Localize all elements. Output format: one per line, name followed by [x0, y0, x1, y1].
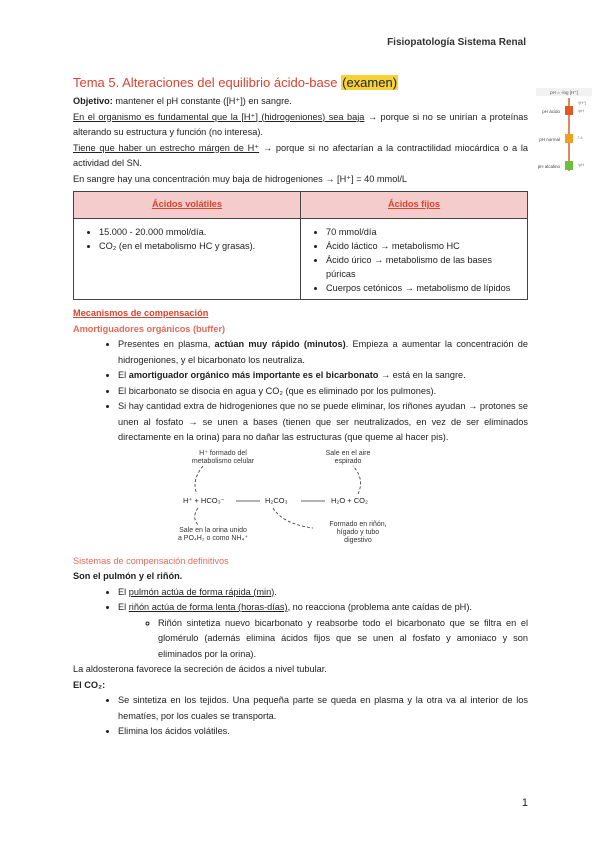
- subheading-buffers: Amortiguadores orgánicos (buffer): [73, 323, 226, 334]
- ph-normal-box: [565, 134, 573, 143]
- ph-normal-label: pH normal: [539, 137, 560, 142]
- arrow-bottom-right: [273, 508, 313, 528]
- ph-acid-label: pH ácido: [542, 109, 560, 114]
- fixed-item: • Ácido úrico → metabolismo de las bases púricas: [326, 253, 519, 281]
- list-item: • Presentes en plasma, actúan muy rápido (minutos). Empieza a aumentar la concentración de hidrogeniones, y el bicarbonato los neutraliza.: [118, 337, 528, 368]
- header-volatile-acids: Ácidos volátiles: [74, 192, 301, 219]
- list-item: • Si hay cantidad extra de hidrogeniones que no se puede eliminar, los riñones ayudan → protones se unen al fosfato → se unen a bases (tienen que ser neutralizados, en vez de ser eliminados directamente en la orina) para no dañar las estructuras (que queme al hacer pis).: [118, 399, 528, 446]
- list-item: • El riñón actúa de forma lenta (horas-días), no reacciona (problema ante caídas de pH). ◦ Riñón sintetiza nuevo bicarbonato y reabsorbe todo el bicarbonato que se filtra en el glomérulo (además elimina ácidos fijos que se unen al fosfato y amoniaco y son eliminados por la orina).: [118, 600, 528, 662]
- diagram-chain-2: H₂CO₃: [265, 495, 288, 505]
- sub-list: [118, 616, 528, 663]
- subheading-definitive: Sistemas de compensación definitivos: [73, 555, 229, 566]
- acid-types-table: [73, 191, 528, 300]
- document-body: [73, 74, 528, 740]
- list-item: • El pulmón actúa de forma rápida (min).: [118, 585, 528, 601]
- diagram-bottom-left-2: a PO₄H₂ o como NH₄⁺: [177, 534, 249, 542]
- ph-acid-box: [565, 106, 573, 115]
- volatile-acids-cell: [74, 219, 301, 300]
- page-title: [73, 74, 528, 92]
- objective-text: mantener el pH constante ([H⁺]) en sangre.: [112, 96, 292, 106]
- definitive-list: [73, 585, 528, 663]
- diagram-top-right-1: Sale en el aire: [325, 449, 371, 457]
- page-number: 1: [521, 797, 528, 809]
- page-header: Fisiopatología Sistema Renal: [387, 37, 526, 48]
- co2-heading: El CO₂:: [73, 679, 106, 690]
- list-item: • Se sintetiza en los tejidos. Una pequeña parte se queda en plasma y la otra va al interior de los hematíes, por los cuales se transporta.: [118, 693, 528, 724]
- volatile-item: • CO₂ (en el metabolismo HC y grasas).: [99, 239, 292, 253]
- exam-tag: (examen): [342, 75, 398, 90]
- diagram-top-left-1: H⁺ formado del: [199, 449, 247, 457]
- bicarbonate-diagram: [73, 446, 528, 546]
- objective-label: Objetivo:: [73, 96, 113, 106]
- ph-scale-figure: [530, 86, 598, 181]
- diagram-bottom-left-1: Sale en la orina unido: [179, 526, 247, 534]
- buffer-list: [73, 337, 528, 446]
- arrow-top-left: [195, 466, 203, 494]
- intro-line-3-underlined: Tiene que haber un estrecho márgen de H⁺: [73, 142, 260, 153]
- fixed-item: • Ácido láctico → metabolismo HC: [326, 239, 519, 253]
- intro-line-2-rest: → porque si no se unirían a proteínas alterando su estructura y función (no interesa).: [73, 111, 528, 137]
- fixed-item: • Cuerpos cetónicos → metabolismo de lípidos: [326, 281, 519, 295]
- diagram-bottom-right-3: digestivo: [344, 536, 372, 544]
- diagram-chain-1: H⁺ + HCO₃⁻: [183, 495, 225, 505]
- lung-kidney-line: Son el pulmón y el riñón.: [73, 571, 183, 581]
- diagram-top-left-2: metabolismo celular: [191, 457, 255, 465]
- ph-figure-title: pH = -log [H⁺]: [550, 90, 578, 95]
- sub-list-item: ◦ Riñón sintetiza nuevo bicarbonato y reabsorbe todo el bicarbonato que se filtra en el glomérulo (además elimina ácidos fijos que se unen al fosfato y amoniaco y son eliminados por la orina).: [158, 616, 528, 663]
- ph-note-4: ↑pH: [577, 162, 585, 167]
- ph-note-3: 7.4: [577, 135, 583, 140]
- intro-line-3: [73, 141, 528, 172]
- list-item: • El amortiguador orgánico más importante es el bicarbonato → está en la sangre.: [118, 368, 528, 384]
- list-item: • El bicarbonato se disocia en agua y CO₂ (que es eliminado por los pulmones).: [118, 384, 528, 400]
- objective-line: [73, 94, 528, 110]
- co2-list: [73, 693, 528, 740]
- intro-line-2: [73, 110, 528, 141]
- diagram-top-right-2: espirado: [334, 457, 362, 465]
- volatile-item: • 15.000 - 20.000 mmol/día.: [99, 225, 292, 239]
- intro-line-2-underlined: En el organismo es fundamental que la [H⁺] (hidrogeniones) sea baja: [73, 111, 365, 122]
- arrow-top-right: [353, 466, 361, 494]
- arrow-bottom-left: [195, 508, 199, 526]
- section-heading-mecanismos: Mecanismos de compensación: [73, 308, 209, 318]
- diagram-bottom-right-2: hígado y tubo: [336, 528, 380, 536]
- intro-line-4: En sangre hay una concentración muy baja de hidrogeniones → [H⁺] = 40 mmol/L: [73, 173, 408, 184]
- list-item: • Elimina los ácidos volátiles.: [118, 724, 528, 740]
- diagram-chain-3: H₂O + CO₂: [331, 495, 368, 505]
- intro-line-3-rest: → porque si no afectarían a la contractilidad miocárdica o a la actividad del SN.: [73, 142, 529, 168]
- diagram-bottom-right-1: Formado en riñón,: [329, 520, 387, 528]
- aldosterone-line: La aldosterona favorece la secreción de ácidos a nivel tubular.: [73, 664, 327, 674]
- title-main: Tema 5. Alteraciones del equilibrio ácido-base: [73, 75, 342, 90]
- ph-note-2: ↓pH: [577, 108, 585, 113]
- ph-alkaline-label: pH alcalino: [537, 164, 560, 169]
- ph-alkaline-box: [565, 161, 573, 170]
- fixed-acids-cell: [301, 219, 528, 300]
- fixed-item: • 70 mmol/día: [326, 225, 519, 239]
- ph-note-1: ↑[H⁺]: [577, 100, 587, 105]
- header-fixed-acids: Ácidos fijos: [301, 192, 528, 219]
